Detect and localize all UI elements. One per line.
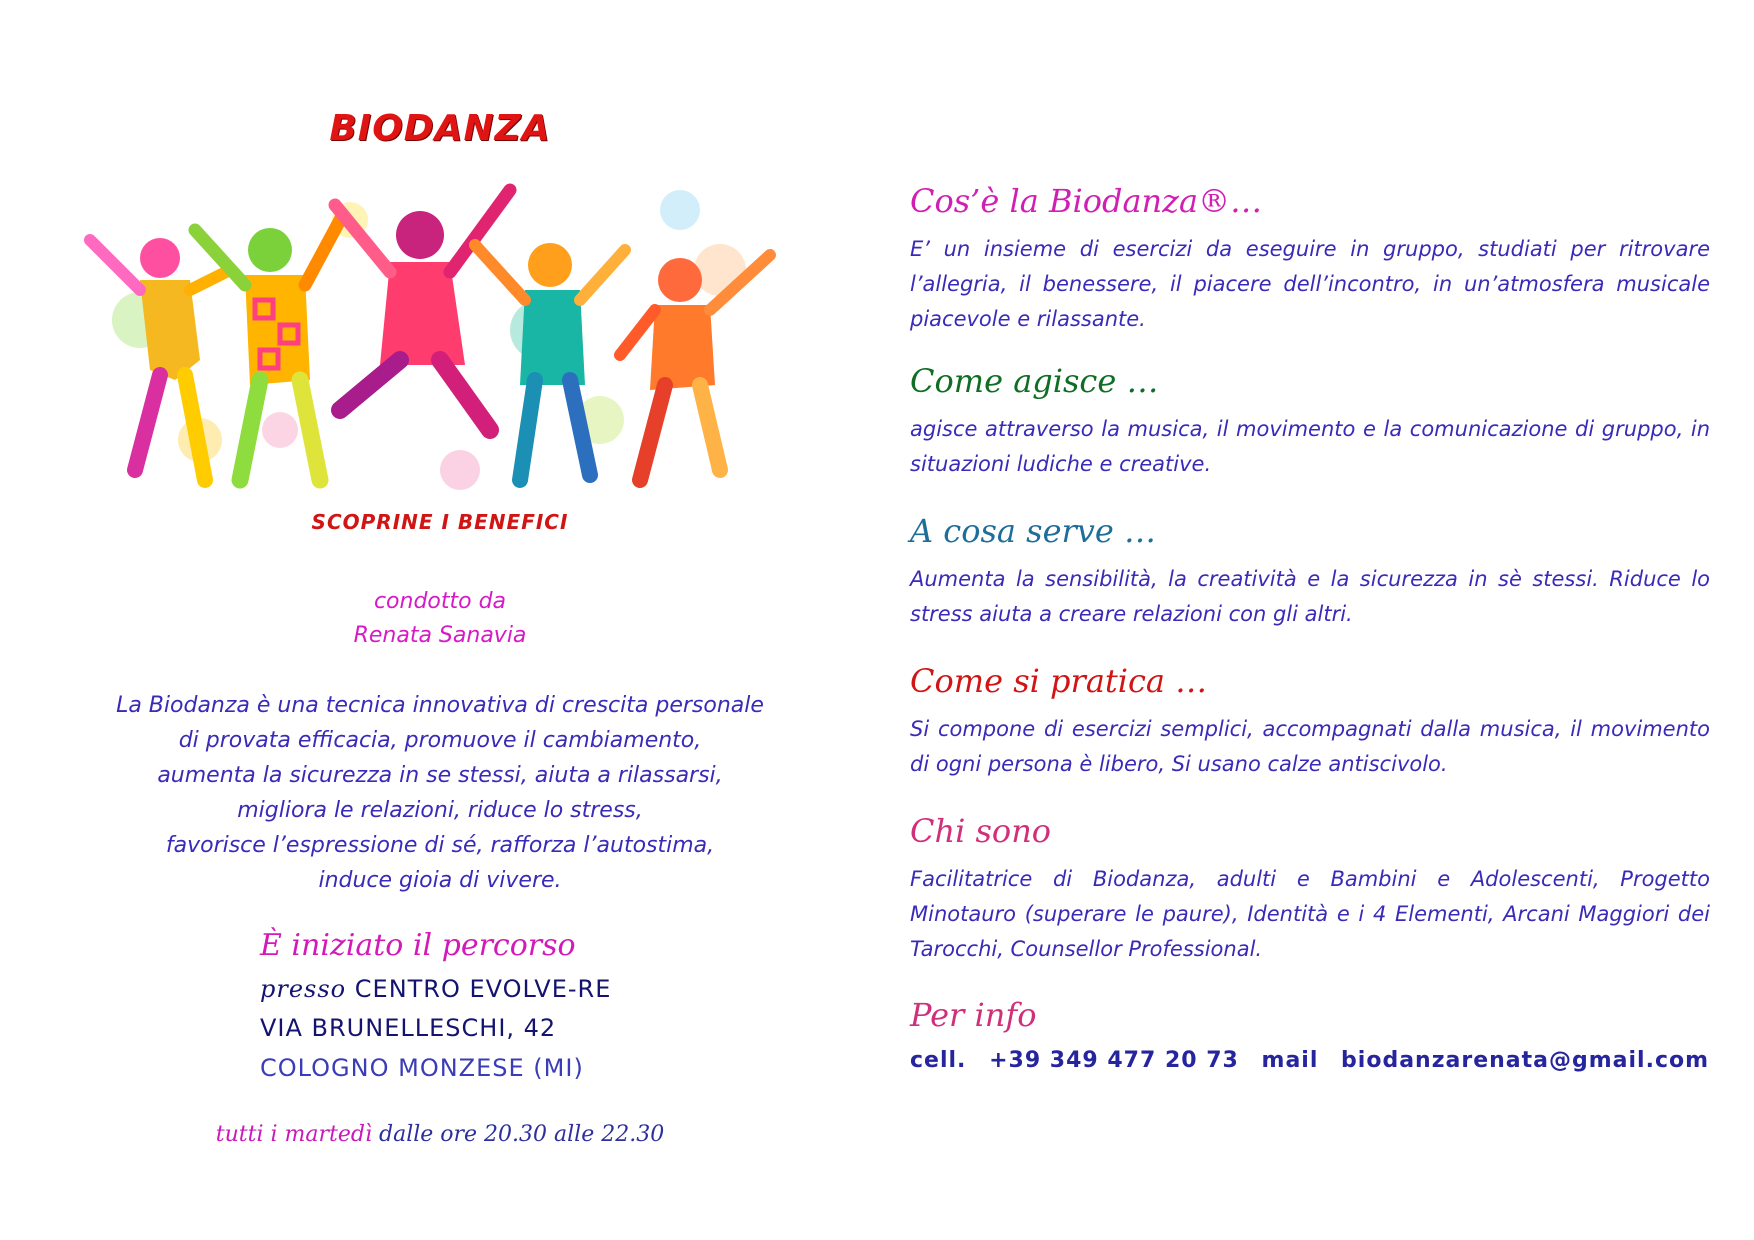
section-body-what: E’ un insieme di esercizi da eseguire in gruppo, studiati per ritrovare l’allegria, il benessere, il piacere dell’incontro, in un’atmosfera musicale piacevole e rilassante. [910,237,1710,331]
conducted-by-label: condotto da [373,589,507,614]
schedule-time: dalle ore 20.30 alle 22.30 [379,1122,665,1147]
dancer-4 [475,243,625,480]
section-body-about: Facilitatrice di Biodanza, adulti e Bambini e Adolescenti, Progetto Minotauro (superare le paure), Identità e i 4 Elementi, Arcani Maggiori dei Tarocchi, Counsellor Professional. [910,867,1710,961]
conducted-by [80,585,800,653]
intro-line: La Biodanza è una tecnica innovativa di crescita personale [116,693,764,718]
section-body-purpose: Aumenta la sensibilità, la creatività e la sicurezza in sè stessi. Riduce lo stress aiuta a creare relazioni con gli altri. [910,567,1710,626]
email-address[interactable]: biodanzarenata@gmail.com [1341,1048,1710,1073]
venue-line [260,975,611,1003]
section-title-purpose: A cosa serve … [910,512,1156,550]
mail-label: mail [1261,1048,1319,1073]
section-title-what: Cos’è la Biodanza®… [910,182,1263,220]
intro-line: migliora le relazioni, riduce lo stress, [237,798,643,823]
subtitle: SCOPRINE I BENEFICI [311,510,569,534]
dancer-5 [620,255,770,480]
section-title-info: Per info [910,996,1037,1034]
contact-line [910,1048,1723,1073]
section-title-about: Chi sono [910,812,1052,850]
cell-label: cell. [910,1048,967,1073]
presso-label: presso [260,975,347,1003]
intro-line: induce gioia di vivere. [318,868,562,893]
section-body-practice: Si compone di esercizi semplici, accompagnati dalla musica, il movimento di ogni persona è libero, Si usano calze antiscivolo. [910,717,1710,776]
phone-number: +39 349 477 20 73 [989,1048,1239,1073]
schedule [80,1122,800,1147]
intro-line: di provata efficacia, promuove il cambiamento, [178,728,702,753]
dancers-illustration [80,180,800,510]
section-title-practice: Come si pratica … [910,662,1208,700]
section-title-how: Come agisce … [910,362,1159,400]
street-address: VIA BRUNELLESCHI, 42 [260,1014,557,1042]
intro-line: aumenta la sicurezza in se stessi, aiuta a rilassarsi, [157,763,723,788]
intro-paragraph [80,688,800,898]
section-body-how: agisce attraverso la musica, il movimento e la comunicazione di gruppo, in situazioni ludiche e creative. [910,417,1710,476]
venue-name: CENTRO EVOLVE-RE [354,975,612,1003]
course-heading: È iniziato il percorso [260,928,576,963]
schedule-days: tutti i martedì [215,1122,372,1147]
facilitator-name: Renata Sanavia [353,623,527,648]
page-title: BIODANZA [329,108,551,149]
city-address: COLOGNO MONZESE (MI) [260,1054,584,1082]
intro-line: favorisce l’espressione di sé, rafforza l’autostima, [165,833,715,858]
